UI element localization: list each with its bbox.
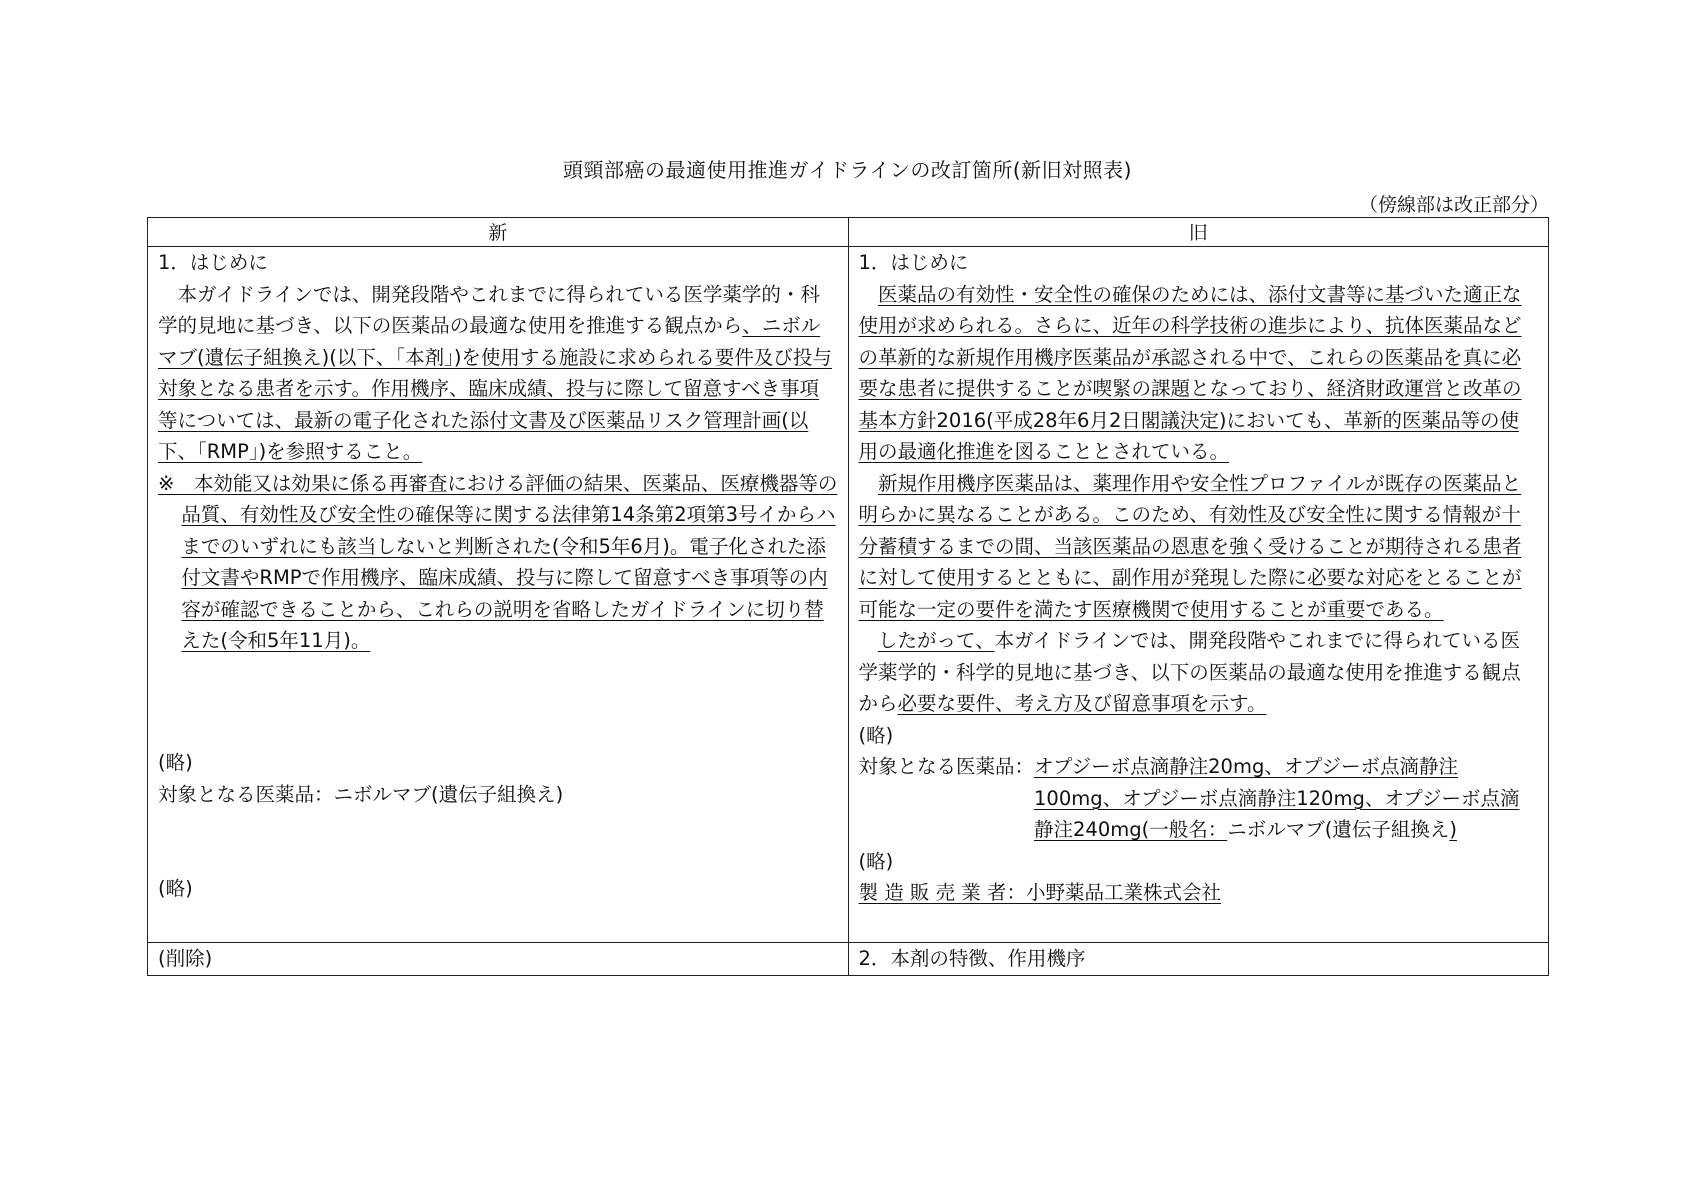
- new-drug-value: ニボルマブ(遺伝子組換え): [333, 782, 564, 806]
- content-row: [148, 247, 1549, 943]
- old-column: [848, 247, 1549, 943]
- old-drug-line: [859, 751, 1539, 846]
- old-ryaku-2: (略): [858, 849, 894, 873]
- comparison-table: [147, 217, 1549, 976]
- old-maker-label: 製 造 販 売 業 者：: [858, 881, 1026, 904]
- old-drug-value-c: ): [1449, 818, 1457, 841]
- old-para-1: [859, 279, 1539, 468]
- old-para-1-text: 医薬品の有効性・安全性の確保のためには、添付文書等に基づいた適正な使用が求められる。さらに、近年の科学技術の進歩により、抗体医薬品などの革新的な新規作用機序医薬品が承認される中で、これらの医薬品を真に必要な患者に提供することが喫緊の課題となっており、経済財政運営と改革の基本方針2016(平成28年6月2日閣議決定)においても、革新的医薬品等の使用の最適化推進を図ることとされている。: [858, 282, 1522, 463]
- old-drug-label: 対象となる医薬品：: [858, 755, 1035, 778]
- old-drug-value-b: ニボルマブ(遺伝子組換え: [1227, 818, 1450, 841]
- old-para-3-start: したがって、: [878, 629, 995, 652]
- new-intro-paragraph: [158, 279, 838, 468]
- old-para-3: [859, 625, 1539, 720]
- old-maker-line: [859, 877, 1539, 909]
- new-heading: 1．はじめに: [158, 251, 268, 274]
- old-drug-value-a: オプジーボ点滴静注20mg、オプジーボ点滴静注100mg、オプジーボ点滴静注120mg、オプジーボ点滴静注240mg(一般名：: [1034, 755, 1520, 841]
- page-title: 頭頸部癌の最適使用推進ガイドラインの改訂箇所(新旧対照表): [563, 158, 1132, 182]
- new-ryaku-1: (略): [158, 751, 193, 774]
- new-intro-underlined: 、ニボルマブ(遺伝子組換え)(以下、「本剤」)を使用する施設に求められる要件及び投与対象となる患者を示す。作用機序、臨床成績、投与に際して留意すべき事項等については、最新の電子化された添付文書及び医薬品リスク管理計画(以下、「RMP」)を参照すること。: [158, 314, 832, 463]
- old-para-2-text: 新規作用機序医薬品は、薬理作用や安全性プロファイルが既存の医薬品と明らかに異なることがある。このため、有効性及び安全性に関する情報が十分蓄積するまでの間、当該医薬品の恩恵を強く受けることが期待される患者に対して使用するとともに、副作用が発現した際に必要な対応をとることが可能な一定の要件を満たす医療機関で使用することが重要である。: [858, 471, 1522, 621]
- old-maker-value: 小野薬品工業株式会社: [1026, 881, 1222, 904]
- new-drug-label: 対象となる医薬品：: [158, 782, 334, 806]
- old-para-2: [859, 468, 1539, 626]
- new-intro-plain: 本ガイドラインでは、開発段階やこれまでに得られている医学薬学的・科学的見地に基づき、以下の医薬品の最適な使用を推進する観点から: [158, 282, 820, 337]
- old-para-3-plain: 本ガイドラインでは、開発段階やこれまでに得られている医学薬学的・科学的見地に基づき、以下の医薬品の最適な使用を推進する観点から: [858, 629, 1521, 715]
- new-section-2: (削除): [148, 943, 849, 976]
- header-row: [148, 218, 1549, 247]
- new-ryaku-2: (略): [158, 877, 193, 900]
- new-column: [148, 247, 849, 943]
- old-drug-value: [1034, 751, 1538, 846]
- old-heading: 1．はじめに: [858, 251, 969, 274]
- section-2-row: [148, 943, 1549, 976]
- new-kome-note: ※ 本効能又は効果に係る再審査における評価の結果、医薬品、医療機器等の品質、有効性及び安全性の確保等に関する法律第14条第2項第3号イからハまでのいずれにも該当しないと判断された(令和5年6月)。電子化された添付文書やRMPで作用機序、臨床成績、投与に際して留意すべき事項等の内容が確認できることから、これらの説明を省略したガイドラインに切り替えた(令和5年11月)。: [158, 471, 838, 652]
- header-old: 旧: [848, 218, 1549, 247]
- old-section-2: 2．本剤の特徴、作用機序: [848, 943, 1549, 976]
- old-para-3-end: 必要な要件、考え方及び留意事項を示す。: [897, 692, 1267, 715]
- old-ryaku-1: (略): [858, 723, 894, 747]
- new-drug-line: [158, 779, 838, 811]
- underline-note: （傍線部は改正部分）: [1358, 194, 1549, 216]
- header-new: 新: [148, 218, 849, 247]
